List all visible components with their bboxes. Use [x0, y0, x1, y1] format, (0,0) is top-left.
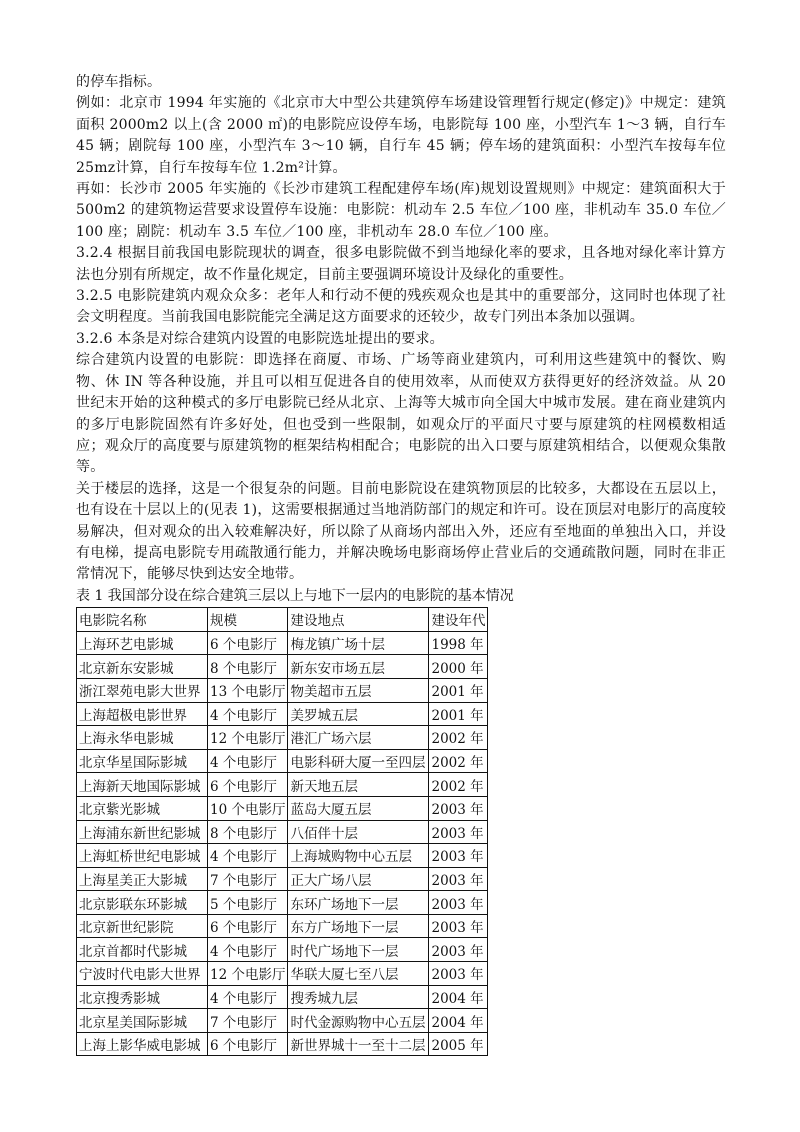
table-row [77, 867, 488, 891]
table-row [77, 631, 488, 655]
column-header-year: 建设年代 [429, 608, 488, 632]
cell-year: 2002 年 [429, 749, 488, 773]
cell-location: 电影科研大厦一至四层 [288, 749, 429, 773]
cell-location: 时代金源购物中心五层 [288, 1009, 429, 1033]
cell-year: 2003 年 [429, 867, 488, 891]
cell-scale: 13 个电影厅 [208, 678, 288, 702]
cell-location: 港汇广场六层 [288, 726, 429, 750]
cell-location: 新世界城十一至十二层 [288, 1032, 429, 1056]
body-text [76, 72, 726, 586]
cell-year: 2003 年 [429, 914, 488, 938]
table-row [77, 891, 488, 915]
table-row [77, 702, 488, 726]
cell-cinema-name: 北京新东安影城 [77, 655, 208, 679]
paragraph: 综合建筑内设置的电影院：即选择在商厦、市场、广场等商业建筑内，可利用这些建筑中的餐饮、购物、休 IN 等各种设施，并且可以相互促进各自的使用效率，从而使双方获得更好的经济效益。从 20 世纪末开始的这种模式的多厅电影院已经从北京、上海等大城市向全国大中城市发展。建在商业建筑内的多厅电影院固然有许多好处，但也受到一些限制，如观众厅的平面尺寸要与原建筑的柱网模数相适应；观众厅的高度要与原建筑物的框架结构相配合；电影院的出入口要与原建筑相结合，以便观众集散等。 [76, 352, 726, 476]
cell-location: 华联大厦七至八层 [288, 962, 429, 986]
table-row [77, 796, 488, 820]
cinema-table [76, 607, 488, 1056]
column-header-name: 电影院名称 [77, 608, 208, 632]
table-header-row [77, 608, 488, 632]
cell-scale: 8 个电影厅 [208, 655, 288, 679]
paragraph: 例如：北京市 1994 年实施的《北京市大中型公共建筑停车场建设管理暂行规定(修定)》中规定：建筑面积 2000m2 以上(含 2000 ㎡)的电影院应设停车场，电影院每 100 座，小型汽车 1～3 辆，自行车 45 辆；剧院每 100 座，小型汽车 3～10 辆，自行车 45 辆；停车场的建筑面积：小型汽车按每车位 25mz计算，自行车按每车位 1.2m²计算。 [76, 95, 726, 176]
cell-location: 美罗城五层 [288, 702, 429, 726]
cell-year: 2003 年 [429, 844, 488, 868]
cell-location: 时代广场地下一层 [288, 938, 429, 962]
table-body [77, 631, 488, 1056]
cell-scale: 4 个电影厅 [208, 985, 288, 1009]
cell-year: 2003 年 [429, 962, 488, 986]
cell-cinema-name: 上海永华电影城 [77, 726, 208, 750]
table-row [77, 844, 488, 868]
cell-location: 蓝岛大厦五层 [288, 796, 429, 820]
cell-scale: 7 个电影厅 [208, 1009, 288, 1033]
cell-location: 东环广场地下一层 [288, 891, 429, 915]
column-header-scale: 规模 [208, 608, 288, 632]
cell-scale: 4 个电影厅 [208, 702, 288, 726]
cell-location: 正大广场八层 [288, 867, 429, 891]
cell-cinema-name: 上海虹桥世纪电影城 [77, 844, 208, 868]
cell-cinema-name: 北京星美国际影城 [77, 1009, 208, 1033]
cell-scale: 6 个电影厅 [208, 914, 288, 938]
cell-cinema-name: 上海星美正大影城 [77, 867, 208, 891]
cell-location: 搜秀城九层 [288, 985, 429, 1009]
table-row [77, 1009, 488, 1033]
table-row [77, 985, 488, 1009]
cell-scale: 6 个电影厅 [208, 631, 288, 655]
table-row [77, 820, 488, 844]
paragraph: 关于楼层的选择，这是一个很复杂的问题。目前电影院设在建筑物顶层的比较多，大都设在五层以上，也有设在十层以上的(见表 1)，这需要根据通过当地消防部门的规定和许可。设在顶层对电影厅的高度较易解决，但对观众的出入较难解决好，所以除了从商场内部出入外，还应有至地面的单独出入口，并设有电梯，提高电影院专用疏散通行能力，并解决晚场电影商场停止营业后的交通疏散问题，同时在非正常情况下，能够尽快到达安全地带。 [76, 480, 726, 583]
cell-location: 新天地五层 [288, 773, 429, 797]
cell-cinema-name: 北京紫光影城 [77, 796, 208, 820]
table-row [77, 773, 488, 797]
cell-year: 2002 年 [429, 726, 488, 750]
cell-cinema-name: 上海环艺电影城 [77, 631, 208, 655]
cell-location: 梅龙镇广场十层 [288, 631, 429, 655]
cell-scale: 7 个电影厅 [208, 867, 288, 891]
table-row [77, 914, 488, 938]
table-row [77, 678, 488, 702]
cell-year: 2004 年 [429, 985, 488, 1009]
cell-cinema-name: 浙江翠苑电影大世界 [77, 678, 208, 702]
table-row [77, 938, 488, 962]
cell-scale: 12 个电影厅 [208, 726, 288, 750]
paragraph: 3.2.4 根据目前我国电影院现状的调查，很多电影院做不到当地绿化率的要求，且各地对绿化率计算方法也分别有所规定，故不作量化规定，目前主要强调环境设计及绿化的重要性。 [76, 245, 726, 283]
cell-year: 2003 年 [429, 820, 488, 844]
table-row [77, 726, 488, 750]
cell-cinema-name: 北京搜秀影城 [77, 985, 208, 1009]
cell-scale: 6 个电影厅 [208, 773, 288, 797]
cell-scale: 10 个电影厅 [208, 796, 288, 820]
cell-cinema-name: 上海上影华威电影城 [77, 1032, 208, 1056]
cell-year: 2003 年 [429, 938, 488, 962]
cell-cinema-name: 北京影联东环影城 [77, 891, 208, 915]
table-caption: 表 1 我国部分设在综合建筑三层以上与地下一层内的电影院的基本情况 [76, 587, 514, 604]
cell-location: 上海城购物中心五层 [288, 844, 429, 868]
cell-scale: 4 个电影厅 [208, 844, 288, 868]
cell-scale: 6 个电影厅 [208, 1032, 288, 1056]
paragraph: 再如：长沙市 2005 年实施的《长沙市建筑工程配建停车场(库)规划设置规则》中规定：建筑面积大于 500m2 的建筑物运营要求设置停车设施：电影院：机动车 2.5 车位／100 座，非机动车 35.0 车位／100 座；剧院：机动车 3.5 车位／100 座，非机动车 28.0 车位／100 座。 [76, 181, 726, 240]
cell-year: 2004 年 [429, 1009, 488, 1033]
cell-cinema-name: 上海新天地国际影城 [77, 773, 208, 797]
paragraph: 3.2.6 本条是对综合建筑内设置的电影院选址提出的要求。 [76, 330, 444, 347]
cell-cinema-name: 北京新世纪影院 [77, 914, 208, 938]
document-page [76, 72, 726, 1056]
cell-year: 1998 年 [429, 631, 488, 655]
table-row [77, 962, 488, 986]
cell-year: 2000 年 [429, 655, 488, 679]
paragraph: 的停车指标。 [76, 74, 162, 90]
cell-scale: 4 个电影厅 [208, 938, 288, 962]
cell-scale: 12 个电影厅 [208, 962, 288, 986]
cell-scale: 5 个电影厅 [208, 891, 288, 915]
cell-year: 2005 年 [429, 1032, 488, 1056]
cell-location: 物美超市五层 [288, 678, 429, 702]
cell-scale: 8 个电影厅 [208, 820, 288, 844]
cell-year: 2001 年 [429, 702, 488, 726]
cell-cinema-name: 北京首都时代影城 [77, 938, 208, 962]
cell-cinema-name: 上海超极电影世界 [77, 702, 208, 726]
cell-location: 东方广场地下一层 [288, 914, 429, 938]
table-row [77, 749, 488, 773]
cell-year: 2002 年 [429, 773, 488, 797]
cell-year: 2003 年 [429, 796, 488, 820]
cell-location: 八佰伴十层 [288, 820, 429, 844]
cell-year: 2003 年 [429, 891, 488, 915]
cell-cinema-name: 宁波时代电影大世界 [77, 962, 208, 986]
cell-scale: 4 个电影厅 [208, 749, 288, 773]
column-header-location: 建设地点 [288, 608, 429, 632]
cell-cinema-name: 上海浦东新世纪影城 [77, 820, 208, 844]
cell-location: 新东安市场五层 [288, 655, 429, 679]
paragraph: 3.2.5 电影院建筑内观众众多：老年人和行动不便的残疾观众也是其中的重要部分，这同时也体现了社会文明程度。当前我国电影院能完全满足这方面要求的还较少，故专门列出本条加以强调。 [76, 288, 726, 326]
table-row [77, 1032, 488, 1056]
table-row [77, 655, 488, 679]
cell-year: 2001 年 [429, 678, 488, 702]
cell-cinema-name: 北京华星国际影城 [77, 749, 208, 773]
